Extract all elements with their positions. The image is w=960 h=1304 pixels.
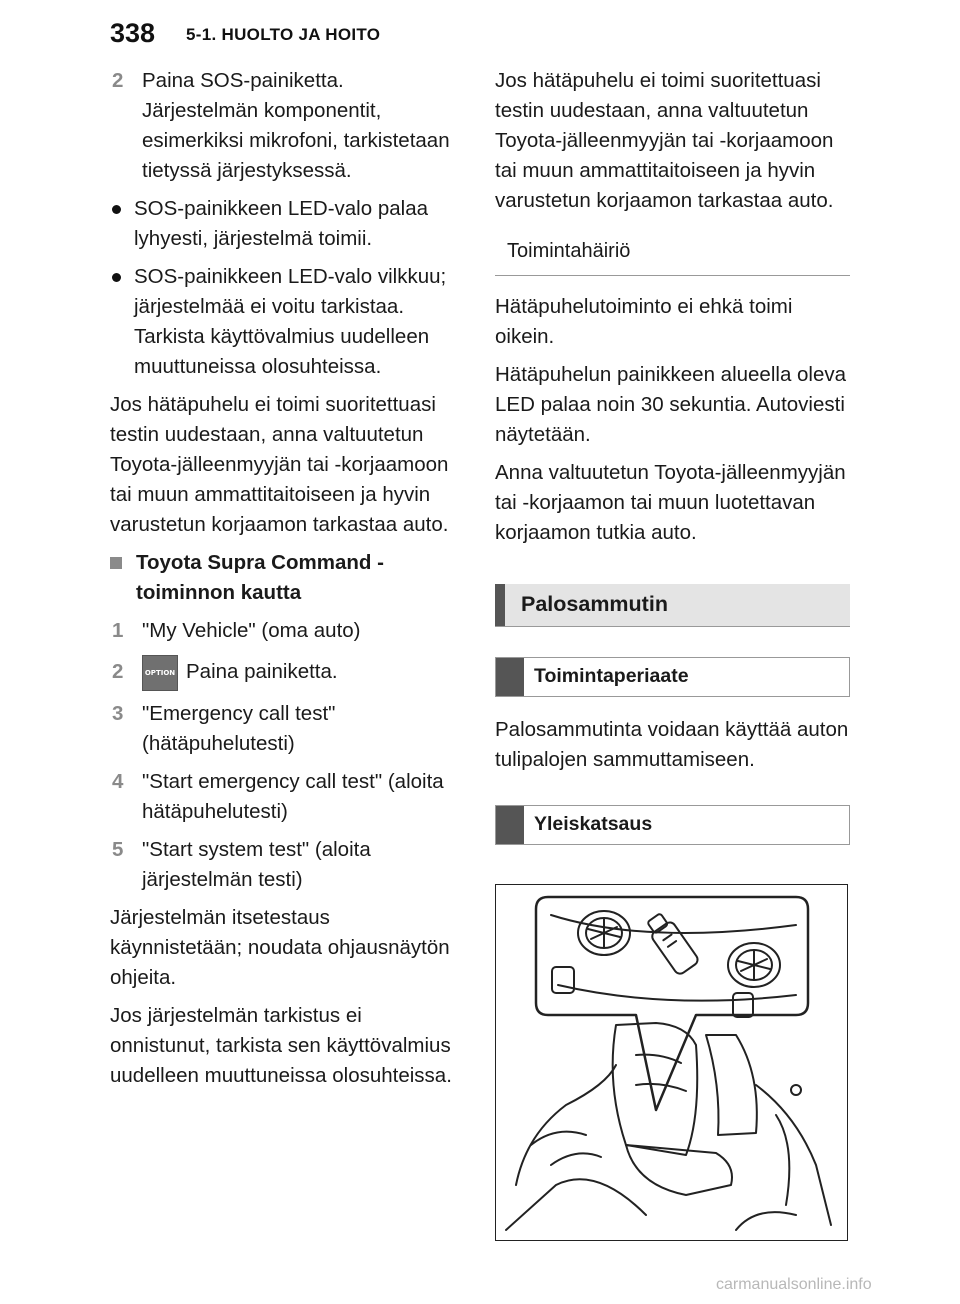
square-icon	[110, 557, 122, 569]
option-button-icon: OPTION	[142, 655, 178, 691]
step-number: 2	[112, 660, 124, 683]
heading-yleiskatsaus	[495, 805, 850, 845]
heading-bar	[496, 806, 524, 844]
bullet-dot	[112, 205, 121, 214]
paragraph: Jos hätäpuhelu ei toimi suoritettuasi testin uudestaan, anna valtuutetun Toyota-jälleenmyyjän tai -korjaamoon tai muun ammattitaitoiseen ja hyvin varustetun korjaamon tarkastaa auto.	[110, 393, 449, 536]
step-1	[110, 616, 465, 646]
step-number: 5	[112, 837, 124, 861]
watermark: carmanualsonline.info	[716, 1276, 872, 1293]
bullet-dot	[112, 273, 121, 282]
bullet-led-on	[110, 194, 465, 254]
subheading	[110, 548, 465, 608]
step-number: 4	[112, 769, 124, 793]
bullet-text: SOS-painikkeen LED-valo palaa lyhyesti, järjestelmä toimii.	[134, 197, 428, 250]
step-text: "Start system test" (aloita järjestelmän testi)	[142, 837, 371, 891]
step-text: "Start emergency call test" (aloita hätäpuhelutesti)	[142, 769, 444, 823]
car-interior-drawing	[496, 885, 847, 1240]
paragraph: Järjestelmän itsetestaus käynnistetään; noudata ohjausnäytön ohjeita.	[110, 905, 450, 989]
paragraph: Palosammutinta voidaan käyttää auton tulipalojen sammuttamiseen.	[495, 718, 849, 771]
paragraph: Jos järjestelmän tarkistus ei onnistunut, tarkista sen käyttövalmius uudelleen muuttuneissa olosuhteissa.	[110, 1003, 452, 1087]
heading-text: Toimintaperiaate	[534, 665, 689, 687]
page-number: 338	[110, 18, 156, 48]
bullet-text: SOS-painikkeen LED-valo vilkkuu; järjestelmää ei voitu tarkistaa. Tarkista käyttövalmius uudelleen muuttuneissa olosuhteissa.	[134, 265, 447, 378]
step-text: Paina SOS-painiketta. Järjestelmän komponentit, esimerkiksi mikrofoni, tarkistetaan tietyssä järjestyksessä.	[142, 69, 450, 182]
step-text: Paina painiketta.	[186, 660, 338, 683]
heading-toimintaperiaate	[495, 657, 850, 697]
subheading-text: Toyota Supra Command -toiminnon kautta	[136, 551, 384, 604]
heading-bar	[495, 584, 505, 626]
paragraph: Hätäpuhelun painikkeen alueella oleva LED palaa noin 30 sekuntia. Autoviesti näytetään.	[495, 363, 847, 446]
step-text: "My Vehicle" (oma auto)	[142, 619, 361, 642]
left-column	[110, 66, 465, 1099]
step-2	[110, 66, 465, 186]
step-5	[110, 835, 465, 895]
step-3	[110, 699, 465, 759]
malfunction-heading: Toimintahäiriö	[495, 234, 850, 276]
heading-text: Palosammutin	[521, 592, 668, 616]
paragraph: Jos hätäpuhelu ei toimi suoritettuasi testin uudestaan, anna valtuutetun Toyota-jälleenmyyjän tai -korjaamoon tai muun ammattitaitoiseen ja hyvin varustetun korjaamon tarkastaa auto.	[495, 69, 834, 212]
bullet-led-blink	[110, 262, 465, 382]
step-number: 1	[112, 619, 124, 642]
extinguisher-illustration	[495, 884, 848, 1241]
paragraph: Anna valtuutetun Toyota-jälleenmyyjän tai -korjaamon tai muun luotettavan korjaamon tutkia auto.	[495, 461, 846, 544]
step-number: 2	[112, 69, 124, 92]
heading-bar	[496, 658, 524, 696]
heading-text: Yleiskatsaus	[534, 813, 653, 835]
section-title: 5-1. HUOLTO JA HOITO	[186, 25, 381, 44]
step-text: "Emergency call test" (hätäpuhelutesti)	[142, 701, 336, 755]
paragraph: Hätäpuhelutoiminto ei ehkä toimi oikein.	[495, 295, 793, 348]
section-heading-palosammutin	[495, 584, 850, 627]
right-column	[495, 66, 850, 859]
step-4	[110, 767, 465, 827]
step-number: 3	[112, 701, 124, 725]
step-2-option	[110, 654, 465, 691]
